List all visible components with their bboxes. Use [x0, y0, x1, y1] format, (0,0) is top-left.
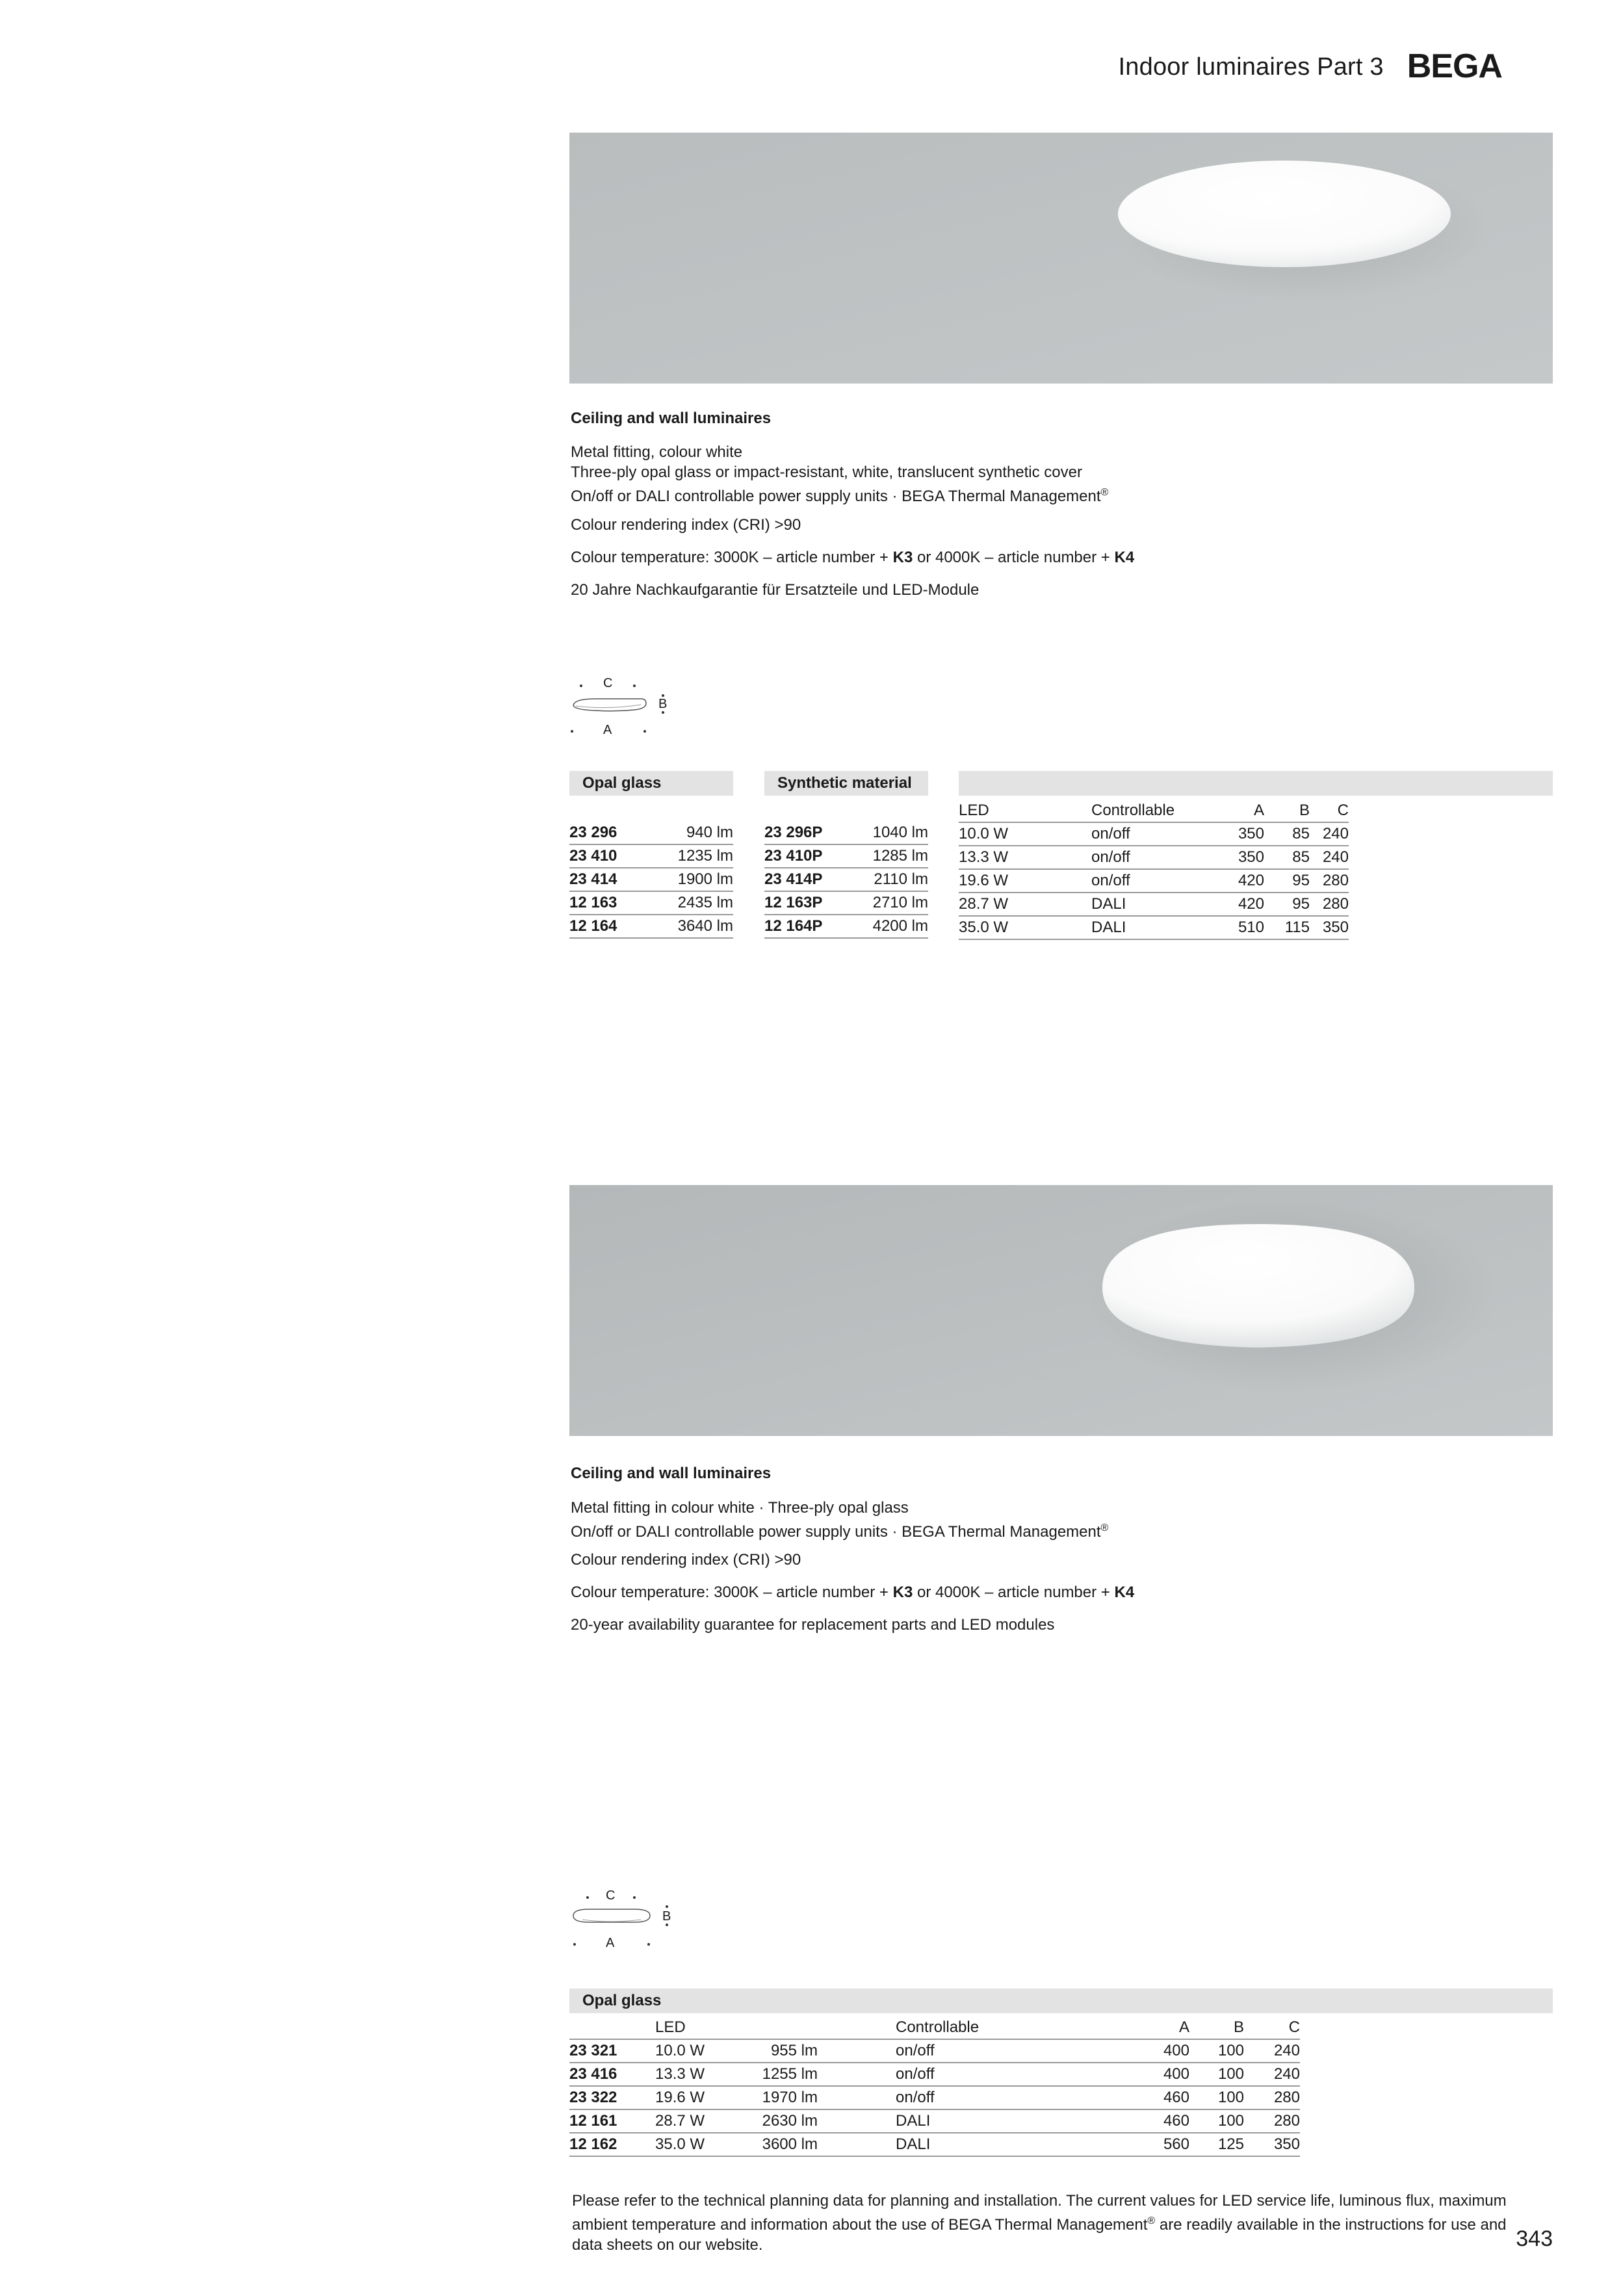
table-row — [764, 915, 928, 938]
led-power: 13.3 W — [655, 2063, 733, 2086]
dim-b: 85 — [1264, 846, 1310, 869]
controllable: on/off — [1091, 846, 1212, 869]
col-controllable: Controllable — [1091, 800, 1212, 822]
spacer — [818, 2086, 896, 2109]
dim-label-a: A — [603, 723, 612, 737]
ct-k4: K4 — [1114, 549, 1135, 566]
spacer — [818, 2133, 896, 2156]
product-photo-1 — [569, 133, 1553, 384]
luminous-flux: 3600 lm — [733, 2133, 818, 2156]
block1-thermal-line — [571, 482, 1108, 506]
table-row — [569, 2086, 1300, 2109]
controllable: DALI — [1091, 916, 1212, 939]
dim-b: 85 — [1264, 822, 1310, 846]
footer-note-part-2: are readily available in the instructions for use and data sheets on our website. — [572, 2216, 1507, 2254]
registered-mark: ® — [1100, 1522, 1109, 1533]
dim-a: 420 — [1212, 869, 1264, 893]
controllable: DALI — [896, 2133, 1131, 2156]
dim-c: 240 — [1244, 2063, 1300, 2086]
block2-guarantee: 20-year availability guarantee for replacement parts and LED modules — [571, 1616, 1055, 1634]
luminous-flux: 955 lm — [733, 2039, 818, 2063]
ct-mid: or 4000K – article number + — [913, 1584, 1115, 1601]
dim-a: 400 — [1131, 2063, 1189, 2086]
table-row — [959, 869, 1349, 893]
dim-a: 510 — [1212, 916, 1264, 939]
article-number: 23 296P — [764, 822, 848, 844]
dim-c: 240 — [1310, 822, 1349, 846]
block2-cri: Colour rendering index (CRI) >90 — [571, 1551, 801, 1569]
article-number: 23 410P — [764, 844, 848, 868]
article-number: 23 410 — [569, 844, 645, 868]
block1-title: Ceiling and wall luminaires — [571, 410, 772, 427]
dim-label-c: C — [606, 1888, 616, 1903]
col-flux — [733, 2016, 818, 2039]
dim-c: 240 — [1310, 846, 1349, 869]
block1-guarantee: 20 Jahre Nachkaufgarantie für Ersatzteile und LED-Module — [571, 581, 980, 599]
col-c: C — [1310, 800, 1349, 822]
ct-k4: K4 — [1114, 1584, 1135, 1601]
led-power: 10.0 W — [959, 822, 1091, 846]
table-row — [569, 2063, 1300, 2086]
col-c: C — [1244, 2016, 1300, 2039]
block1-thermal-text: On/off or DALI controllable power supply units · BEGA Thermal Management — [571, 488, 1101, 505]
luminous-flux: 4200 lm — [848, 915, 928, 938]
block2-colour-temp — [571, 1582, 1134, 1602]
block1-line-1: Metal fitting, colour white — [571, 443, 743, 461]
controllable: DALI — [1091, 893, 1212, 916]
block1-colour-temp — [571, 547, 1134, 567]
table-row — [959, 916, 1349, 939]
opal-glass-table — [569, 822, 733, 939]
table-header-row — [959, 800, 1349, 822]
product-photo-2 — [569, 1185, 1553, 1436]
col-a: A — [1212, 800, 1264, 822]
dim-b: 95 — [1264, 869, 1310, 893]
dim-b: 100 — [1189, 2063, 1244, 2086]
table-row — [569, 915, 733, 938]
ct-mid: or 4000K – article number + — [913, 549, 1115, 566]
ct-prefix: Colour temperature: 3000K – article number + — [571, 549, 893, 566]
table-header-row — [569, 2016, 1300, 2039]
controllable: on/off — [896, 2086, 1131, 2109]
table-row — [569, 2133, 1300, 2156]
led-power: 28.7 W — [959, 893, 1091, 916]
dim-label-a: A — [606, 1936, 615, 1950]
col-b: B — [1264, 800, 1310, 822]
luminous-flux: 1285 lm — [848, 844, 928, 868]
col-article — [569, 2016, 655, 2039]
article-number: 12 163P — [764, 891, 848, 915]
table-row — [764, 844, 928, 868]
technical-data-table — [959, 800, 1349, 940]
dim-a: 460 — [1131, 2086, 1189, 2109]
opal-glass-header: Opal glass — [569, 771, 733, 796]
article-number: 23 321 — [569, 2039, 655, 2063]
col-a: A — [1131, 2016, 1189, 2039]
led-power: 19.6 W — [655, 2086, 733, 2109]
ct-k3: K3 — [892, 1584, 913, 1601]
table-row — [764, 868, 928, 891]
dim-label-b: B — [662, 1909, 671, 1924]
dim-c: 350 — [1310, 916, 1349, 939]
dim-c: 280 — [1310, 893, 1349, 916]
block2-opal-glass-header: Opal glass — [569, 1989, 1553, 2013]
col-b: B — [1189, 2016, 1244, 2039]
dim-a: 400 — [1131, 2039, 1189, 2063]
table-row — [959, 822, 1349, 846]
article-number: 23 416 — [569, 2063, 655, 2086]
registered-mark: ® — [1147, 2215, 1156, 2226]
article-number: 12 161 — [569, 2109, 655, 2133]
table-row — [959, 893, 1349, 916]
article-number: 23 414 — [569, 868, 645, 891]
dim-c: 280 — [1310, 869, 1349, 893]
article-number: 12 162 — [569, 2133, 655, 2156]
block2-thermal-text: On/off or DALI controllable power supply units · BEGA Thermal Management — [571, 1523, 1101, 1541]
article-number: 23 296 — [569, 822, 645, 844]
controllable: DALI — [896, 2109, 1131, 2133]
dim-b: 95 — [1264, 893, 1310, 916]
led-power: 13.3 W — [959, 846, 1091, 869]
table-row — [959, 846, 1349, 869]
col-spacer — [818, 2016, 896, 2039]
controllable: on/off — [1091, 869, 1212, 893]
table-row — [569, 868, 733, 891]
dim-a: 350 — [1212, 846, 1264, 869]
dim-label-c: C — [603, 676, 613, 690]
spacer — [818, 2063, 896, 2086]
footer-note-part-1: Please refer to the technical planning data for planning and installation. The current values for LED service life, luminous flux, maximum ambient temperature and information about the use of BEGA Thermal Management — [572, 2192, 1507, 2234]
luminous-flux: 1970 lm — [733, 2086, 818, 2109]
block1-cri: Colour rendering index (CRI) >90 — [571, 516, 801, 534]
luminous-flux: 1900 lm — [645, 868, 733, 891]
synthetic-material-table — [764, 822, 928, 939]
block1-dimension-figure — [569, 676, 686, 741]
block2-title: Ceiling and wall luminaires — [571, 1465, 772, 1482]
dim-b: 100 — [1189, 2039, 1244, 2063]
synthetic-material-header: Synthetic material — [764, 771, 928, 796]
col-controllable: Controllable — [896, 2016, 1131, 2039]
table-row — [764, 822, 928, 844]
luminous-flux: 940 lm — [645, 822, 733, 844]
block2-line-1: Metal fitting in colour white · Three-ply opal glass — [571, 1499, 909, 1517]
luminous-flux: 1040 lm — [848, 822, 928, 844]
brand-logo: BEGA — [1407, 47, 1502, 85]
table-row — [764, 891, 928, 915]
luminous-flux: 2435 lm — [645, 891, 733, 915]
block2-data-table — [569, 2016, 1300, 2157]
controllable: on/off — [1091, 822, 1212, 846]
dim-b: 100 — [1189, 2086, 1244, 2109]
spacer — [818, 2109, 896, 2133]
dim-b: 100 — [1189, 2109, 1244, 2133]
article-number: 23 322 — [569, 2086, 655, 2109]
page-header — [1119, 47, 1502, 86]
led-power: 35.0 W — [655, 2133, 733, 2156]
tech-header-bar — [959, 771, 1553, 796]
spacer — [818, 2039, 896, 2063]
table-row — [569, 844, 733, 868]
dim-c: 240 — [1244, 2039, 1300, 2063]
table-row — [569, 891, 733, 915]
table-row — [569, 2109, 1300, 2133]
controllable: on/off — [896, 2039, 1131, 2063]
registered-mark: ® — [1100, 487, 1109, 498]
luminous-flux: 1235 lm — [645, 844, 733, 868]
luminous-flux: 2110 lm — [848, 868, 928, 891]
dim-a: 350 — [1212, 822, 1264, 846]
controllable: on/off — [896, 2063, 1131, 2086]
article-number: 12 164 — [569, 915, 645, 938]
luminous-flux: 2710 lm — [848, 891, 928, 915]
block2-thermal-line — [571, 1518, 1108, 1542]
block2-dimension-figure — [569, 1887, 686, 1952]
dim-a: 460 — [1131, 2109, 1189, 2133]
dim-a: 560 — [1131, 2133, 1189, 2156]
table-row — [569, 822, 733, 844]
col-led: LED — [655, 2016, 733, 2039]
luminous-flux: 2630 lm — [733, 2109, 818, 2133]
article-number: 12 163 — [569, 891, 645, 915]
block1-description — [571, 442, 1108, 506]
dim-c: 280 — [1244, 2109, 1300, 2133]
dim-c: 280 — [1244, 2086, 1300, 2109]
led-power: 10.0 W — [655, 2039, 733, 2063]
ct-prefix: Colour temperature: 3000K – article number + — [571, 1584, 893, 1601]
led-power: 19.6 W — [959, 869, 1091, 893]
block2-description — [571, 1498, 1108, 1542]
luminous-flux: 3640 lm — [645, 915, 733, 938]
dim-c: 350 — [1244, 2133, 1300, 2156]
footer-note — [572, 2191, 1514, 2255]
col-led: LED — [959, 800, 1091, 822]
dim-b: 125 — [1189, 2133, 1244, 2156]
block1-line-2: Three-ply opal glass or impact-resistant, white, translucent synthetic cover — [571, 463, 1082, 481]
dim-b: 115 — [1264, 916, 1310, 939]
article-number: 12 164P — [764, 915, 848, 938]
dim-label-b: B — [658, 697, 668, 711]
section-title: Indoor luminaires Part 3 — [1118, 53, 1384, 81]
dim-a: 420 — [1212, 893, 1264, 916]
ct-k3: K3 — [892, 549, 913, 566]
article-number: 23 414P — [764, 868, 848, 891]
table-row — [569, 2039, 1300, 2063]
page-number: 343 — [1516, 2226, 1553, 2251]
led-power: 28.7 W — [655, 2109, 733, 2133]
led-power: 35.0 W — [959, 916, 1091, 939]
luminous-flux: 1255 lm — [733, 2063, 818, 2086]
